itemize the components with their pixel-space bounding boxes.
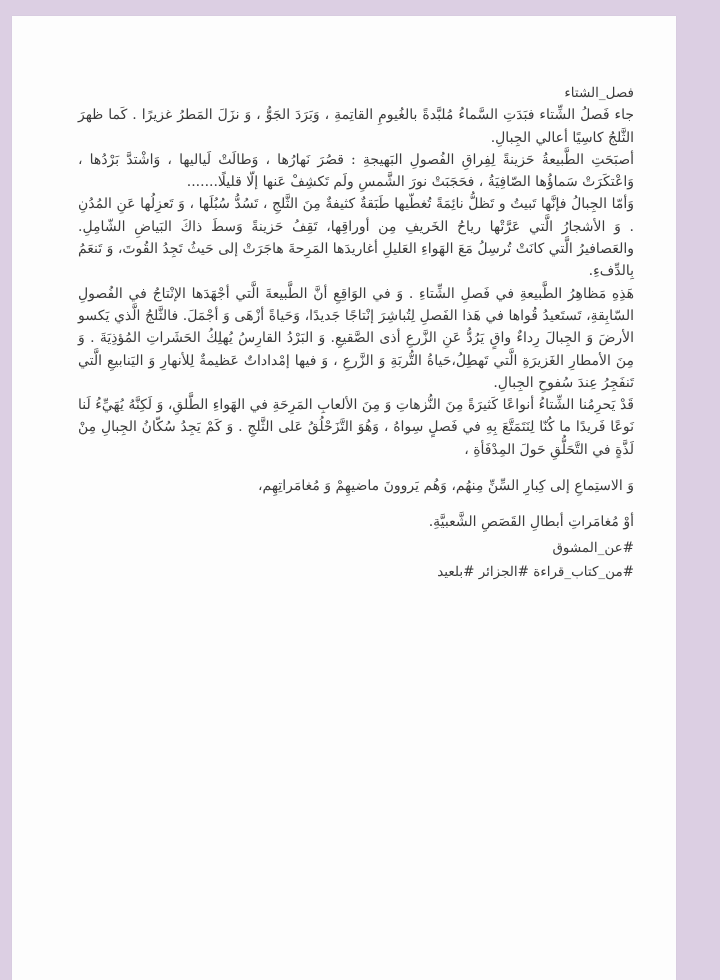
paragraph-intro: جاء فَصلُ الشِّتاء فبَدَتِ السَّماءُ مُلبَّدةً بالغُيومِ القاتِمةِ ، وَبَرَدَ الجَوُّ ، وَ نزَلَ المَطرُ غزيرًا . كَما ظهرَ الثَّلجُ كاسِيًا أعالي الجِبالِ. <box>78 107 634 146</box>
paragraph-folk-tales: أوْ مُغامَراتِ أبطالِ القَصَصِ الشَّعبيَّةِ. <box>428 514 634 531</box>
hashtag-book: #من_كتاب_قراءة #الجزائر #بلعيد <box>437 563 634 580</box>
paragraph-mountains: وَأمّا الجِبالُ فإنَّها تَبيتُ و تَظلُّ نائِمَةً تُغطّيها طَبَقةٌ كثيفةٌ مِنَ الثَّلجِ ، تَسُدُّ سُبُلَها ، وَ تَعزِلُها عَنِ المُدُنِ . وَ الأشجارُ الَّتي عَرَّتْها رياحُ الخَريفِ مِن أوراقِها، تَقِفُ حَزينةً وَسطَ ذاكَ البَياضِ الشّامِلِ. والعَصافيرُ الَّتي كانَتْ تُرسِلُ مَعَ الهَواءِ العَليلِ أغاريدَها المَرِحةَ هاجَرَتْ إلى حَيثُ تَجِدُ القُوتَ، وَ تَنعَمُ بِالدِّفءِ. <box>77 196 634 280</box>
paragraph-nature: أصبَحَتِ الطَّبيعةُ حَزينةً لِفِراقِ الفُصولِ البَهيجةِ : قصُرَ نَهارُها ، وَطالَتْ لَياليها ، وَاشْتدَّ بَرْدُها ، وَاعْتكَرَتْ سَماؤُها الصّافِيَةُ ، فحَجَبَتْ نورَ الشَّمسِ ولَم تَكشِفْ عَنها إلّا قليلًا....... <box>78 151 634 191</box>
paragraph-winter-fun: قَدْ يَحرِمُنا الشِّتاءُ أنواعًا كَثيرَةً مِنَ النُّزهاتِ وَ مِنَ الألعابِ المَرِحَةِ في الهَواءِ الطَّلقِ، وَ لَكِنَّهُ يُهَيِّءُ لَنا نَوعًا فَريدًا ما كُنّا لِنَتَمَتَّعَ بِهِ في فَصلٍ سِواهُ ، وَهُوَ التَّزَحْلُقُ عَلى الثَّلجِ . وَ كَمْ يَجِدُ سُكّانُ الجِبالِ مِنْ لَذَّةٍ في التَّحَلُّقِ حَولَ المِدْفَأةِ ، <box>78 397 634 458</box>
paragraph-elders: وَ الاستِماعِ إلى كِبارِ السِّنِّ مِنهُم، وَهُم يَروونَ ماضيهِمْ وَ مُغامَراتِهِم، <box>258 478 634 495</box>
document-title: فصل_الشتاء <box>564 85 634 101</box>
hashtag-source: #عن_المشوق <box>552 539 634 556</box>
paragraph-benefits: هَذِهِ مَظاهِرُ الطَّبيعةِ في فَصلِ الشِّتاءِ . وَ في الوَاقِعِ أنَّ الطَّبيعةَ الَّتي أجْهَدَها الإنْتاجُ في الفُصولِ السّابِقةِ، تَستَعيدُ قُواها في هَذا الفَصلِ لِتُباشِرَ إنْتاجًا جَديدًا، وَحَياةً أزْهَى وَ أجْمَلَ. فالثَّلجُ الَّذي يَكسو الأرضَ وَ الجِبالَ رِداءٌ واقٍ يَرُدُّ عَنِ الزَّرعِ أذى الصَّقيعِ. وَ البَرْدُ القارِسُ يُهلِكُ الحَشَراتِ المُؤذِيَةَ . وَ مِنَ الأمطارِ الغَزيرَةِ الَّتي تَهطِلُ،حَياةُ التُّربَةِ وَ الزَّرعِ ، وَ فيها إمْداداتٌ عَظيمةٌ لِلأنهارِ وَ اليَنابيعِ الَّتي تَنفَجِرُ عِندَ سُفوحِ الجِبالِ. <box>78 285 634 391</box>
document-body <box>78 82 634 584</box>
